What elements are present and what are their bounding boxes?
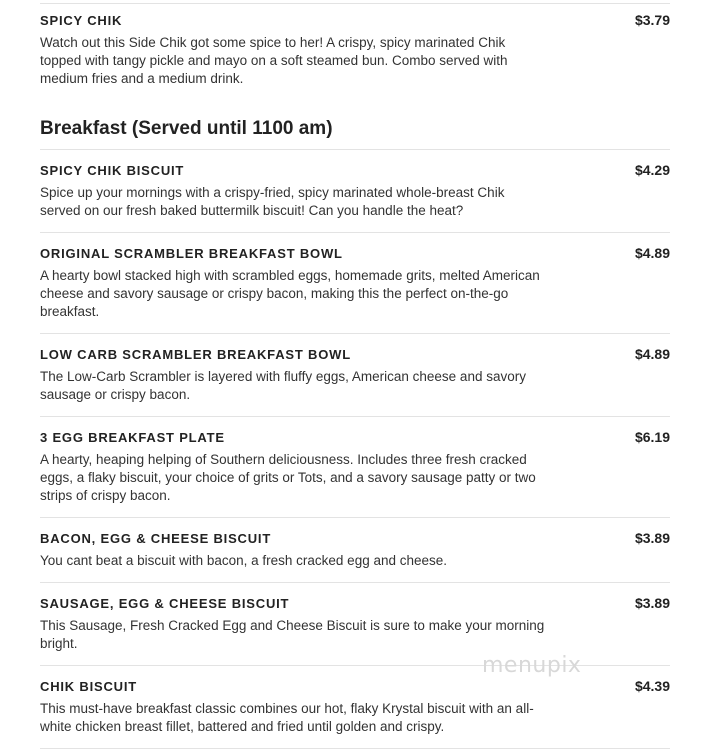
- menu-item-name: SAUSAGE, EGG & CHEESE BISCUIT: [40, 596, 290, 611]
- menu-item-price: $6.19: [634, 429, 670, 445]
- menu-item-name: LOW CARB SCRAMBLER BREAKFAST BOWL: [40, 347, 351, 362]
- menu-item-description: Watch out this Side Chik got some spice to her! A crispy, spicy marinated Chik topped with tangy pickle and mayo on a soft steamed bun. Combo served with medium fries and a medium drink.: [40, 35, 508, 86]
- menu-item-name: 3 EGG BREAKFAST PLATE: [40, 430, 225, 445]
- menu-item-price: $4.39: [634, 678, 670, 694]
- menu-item-price: $3.79: [634, 12, 670, 28]
- menu-item-name: CHIK BISCUIT: [40, 679, 137, 694]
- menu-item-description: This Sausage, Fresh Cracked Egg and Cheese Biscuit is sure to make your morning bright.: [40, 618, 545, 651]
- menu-item-price: $4.89: [634, 245, 670, 261]
- menu-item-price: $4.29: [634, 162, 670, 178]
- watermark-logo: menupix: [482, 653, 582, 678]
- menu-item-description: A hearty bowl stacked high with scrambled eggs, homemade grits, melted American cheese and savory sausage or crispy bacon, making this the perfect on-the-go breakfast.: [40, 268, 540, 319]
- section-title: Breakfast (Served until 1100 am): [40, 118, 333, 139]
- menu-item-name: SPICY CHIK: [40, 13, 123, 28]
- menu-item: [40, 150, 670, 220]
- menu-item: [40, 417, 670, 505]
- section-header: [40, 118, 670, 149]
- menu-container: [40, 0, 670, 749]
- menu-item: [40, 233, 670, 321]
- menu-item: [40, 0, 670, 88]
- menu-item: [40, 583, 670, 653]
- menu-item-price: $3.89: [634, 595, 670, 611]
- menu-item: [40, 334, 670, 404]
- menu-item-price: $3.89: [634, 530, 670, 546]
- menu-item-name: SPICY CHIK BISCUIT: [40, 163, 185, 178]
- menu-item-description: A hearty, heaping helping of Southern deliciousness. Includes three fresh cracked eggs, a flaky biscuit, your choice of grits or Tots, and a savory sausage patty or two strips of crispy bacon.: [40, 452, 536, 503]
- menu-item-description: Spice up your mornings with a crispy-fried, spicy marinated whole-breast Chik served on our fresh baked buttermilk biscuit! Can you handle the heat?: [40, 185, 505, 218]
- menu-item-description: The Low-Carb Scrambler is layered with fluffy eggs, American cheese and savory sausage or crispy bacon.: [40, 369, 526, 402]
- menu-item-price: $4.89: [634, 346, 670, 362]
- menu-item-description: You cant beat a biscuit with bacon, a fresh cracked egg and cheese.: [40, 553, 448, 568]
- menu-item-description: This must-have breakfast classic combines our hot, flaky Krystal biscuit with an all-white chicken breast fillet, battered and fried until golden and crispy.: [40, 701, 534, 734]
- menu-item-name: ORIGINAL SCRAMBLER BREAKFAST BOWL: [40, 246, 343, 261]
- menu-item: [40, 518, 670, 570]
- menu-item-name: BACON, EGG & CHEESE BISCUIT: [40, 531, 272, 546]
